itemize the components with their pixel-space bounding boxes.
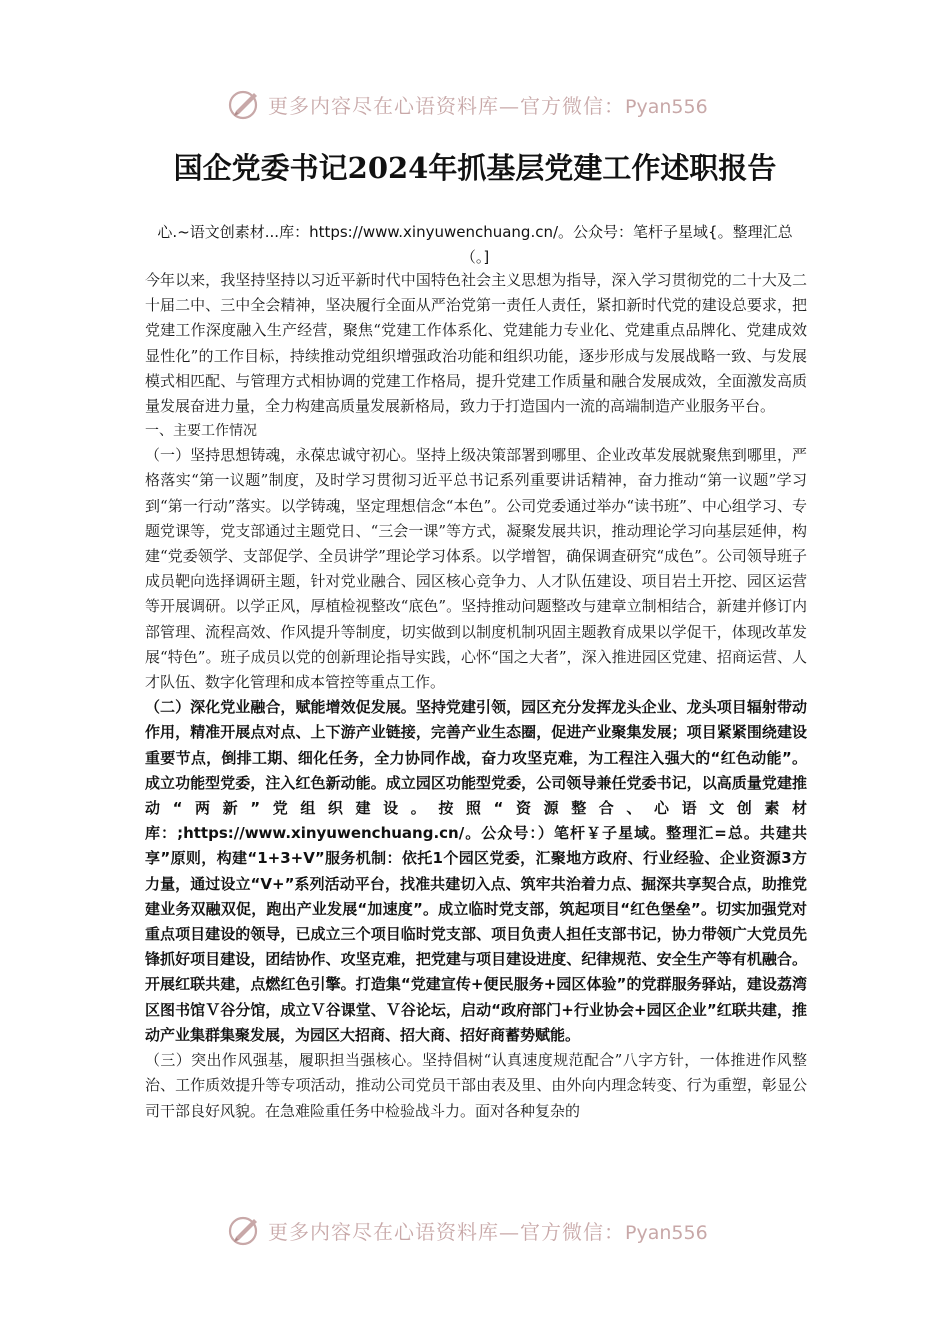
banner-wechat-id: Pyan556	[625, 95, 708, 118]
pen-logo-icon	[228, 87, 262, 121]
paragraph-3: （三）突出作风强基，履职担当强核心。坚持倡树“认真速度规范配合”八字方针，一体推进作风整治、工作质效提升等专项活动，推动公司党员干部由表及里、由外向内理念转变、行为重塑，彰显公司干部良好风貌。在急难险重任务中检验战斗力。面对各种复杂的	[145, 1051, 807, 1120]
banner-wechat-id: Pyan556	[625, 1221, 708, 1244]
source-note: 心.~语文创素材...库：https://www.xinyuwenchuang.cn/。公众号：笔杆子星域{。整理汇总（。]	[157, 223, 793, 266]
header-watermark-banner	[228, 84, 748, 124]
banner-text: 更多内容尽在心语资料库—官方微信：Pyan556	[268, 1219, 708, 1244]
page-title: 国企党委书记2024年抓基层党建工作述职报告	[173, 151, 777, 185]
paragraph-1: （一）坚持思想铸魂，永葆忠诚守初心。坚持上级决策部署到哪里、企业改革发展就聚焦到哪里，严格落实“第一议题”制度，及时学习贯彻习近平总书记系列重要讲话精神，奋力推动“第一议题”学习到“第一行动”落实。以学铸魂，坚定理想信念“本色”。公司党委通过举办“读书班”、中心组学习、专题党课等，党支部通过主题党日、“三会一课”等方式，凝聚发展共识，推动理论学习向基层延伸，构建“党委领学、支部促学、全员讲学”理论学习体系。以学增智，确保调查研究“成色”。公司领导班子成员靶向选择调研主题，针对党业融合、园区核心竞争力、人才队伍建设、项目岩土开挖、园区运营等开展调研。以学正风，厚植检视整改“底色”。坚持推动问题整改与建章立制相结合，新建并修订内部管理、流程高效、作风提升等制度，切实做到以制度机制巩固主题教育成果以学促干，体现改革发展“特色”。班子成员以党的创新理论指导实践，心怀“国之大者”，深入推进园区党建、招商运营、人才队伍、数字化管理和成本管控等重点工作。	[145, 446, 807, 692]
pen-logo-icon	[228, 1213, 262, 1247]
section-heading: 一、主要工作情况	[145, 423, 257, 440]
banner-text: 更多内容尽在心语资料库—官方微信：Pyan556	[268, 93, 708, 118]
paragraph-2: （二）深化党业融合，赋能增效促发展。坚持党建引领，园区充分发挥龙头企业、龙头项目辐射带动作用，精准开展点对点、上下游产业链接，完善产业生态圈，促进产业聚集发展；项目紧紧围绕建设重要节点，倒排工期、细化任务，全力协同作战，奋力攻坚克难，为工程注入强大的“红色动能”。成立功能型党委，注入红色新动能。成立园区功能型党委，公司领导兼任党委书记，以高质量党建推动“两新”党组织建设。按照“资源整合、心语文创素材库：;https://www.xinyuwenchuang.cn/。公众号：）笔杆￥子星域。整理汇=总。共建共享”原则，构建“1+3+V”服务机制：依托1个园区党委，汇聚地方政府、行业经验、企业资源3方力量，通过设立“V+”系列活动平台，找准共建切入点、筑牢共治着力点、掘深共享契合点，助推党建业务双融双促，跑出产业发展“加速度”。成立临时党支部，筑起项目“红色堡垒”。切实加强党对重点项目建设的领导，已成立三个项目临时党支部、项目负责人担任支部书记，协力带领广大党员先锋抓好项目建设，团结协作、攻坚克难，把党建与项目建设进度、纪律规范、安全生产等有机融合。开展红联共建，点燃红色引擎。打造集“党建宣传+便民服务+园区体验”的党群服务驿站，建设荔湾区图书馆Ｖ谷分馆，成立Ｖ谷课堂、Ｖ谷论坛，启动“政府部门+行业协会+园区企业”红联共建，推动产业集群集聚发展，为园区大招商、招大商、招好商蓄势赋能。	[145, 698, 807, 1044]
intro-paragraph: 今年以来，我坚持坚持以习近平新时代中国特色社会主义思想为指导，深入学习贯彻党的二十大及二十届二中、三中全会精神，坚决履行全面从严治党第一责任人责任，紧扣新时代党的建设总要求，把党建工作深度融入生产经营，聚焦“党建工作体系化、党建能力专业化、党建重点品牌化、党建成效显性化”的工作目标，持续推动党组织增强政治功能和组织功能，逐步形成与发展战略一致、与发展模式相匹配、与管理方式相协调的党建工作格局，提升党建工作质量和融合发展成效，全面激发高质量发展奋进力量，全力构建高质量发展新格局，致力于打造国内一流的高端制造产业服务平台。	[145, 271, 807, 416]
document-body	[145, 268, 807, 1124]
footer-watermark-banner	[228, 1210, 748, 1250]
